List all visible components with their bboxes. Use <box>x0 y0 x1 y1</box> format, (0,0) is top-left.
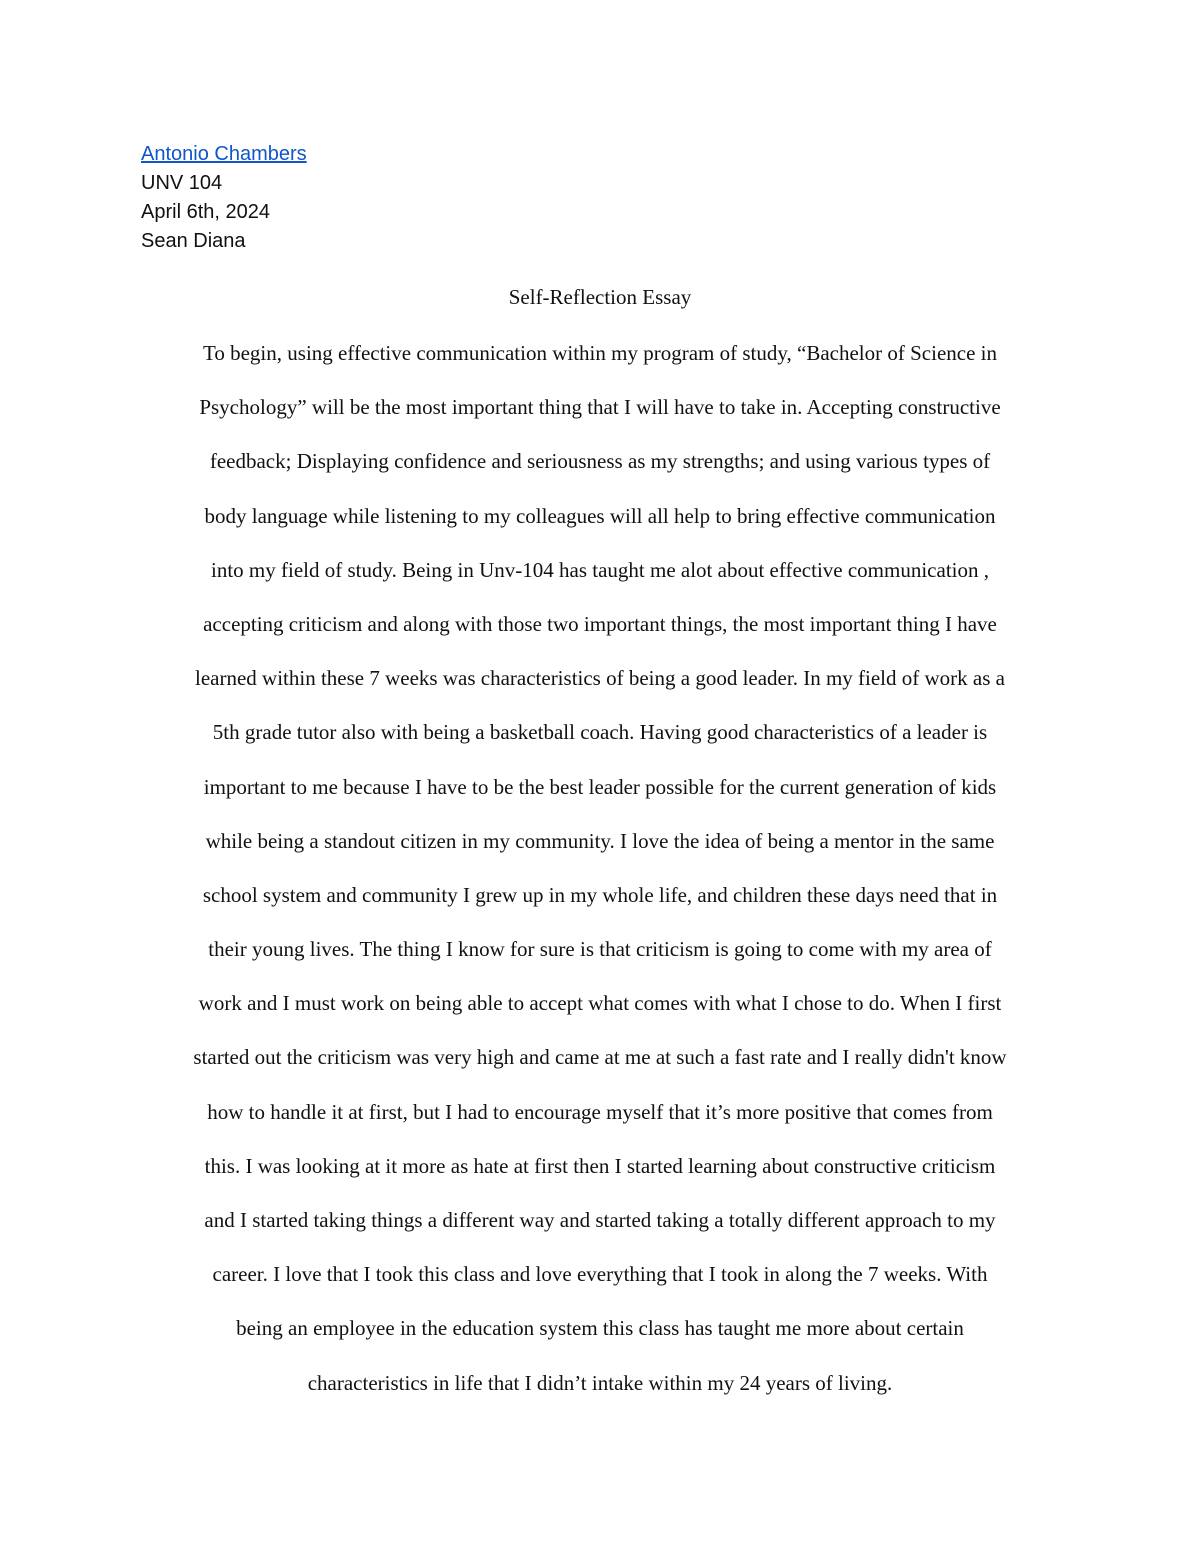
body-line: their young lives. The thing I know for sure is that criticism is going to come with my area of <box>208 937 992 962</box>
body-line: body language while listening to my colleagues will all help to bring effective communication <box>204 503 996 528</box>
body-line: started out the criticism was very high and came at me at such a fast rate and I really didn't know <box>193 1045 1007 1070</box>
instructor-name: Sean Diana <box>141 230 246 252</box>
body-line: this. I was looking at it more as hate at first then I started learning about constructive criticism <box>204 1153 996 1178</box>
body-line: accepting criticism and along with those two important things, the most important thing I have <box>203 611 997 636</box>
body-line: while being a standout citizen in my community. I love the idea of being a mentor in the same <box>205 828 995 853</box>
course-code: UNV 104 <box>141 172 223 194</box>
essay-header <box>141 140 307 256</box>
body-line: being an employee in the education system this class has taught me more about certain <box>236 1316 964 1341</box>
essay-body <box>130 338 1070 1422</box>
body-line: and I started taking things a different way and started taking a totally different approach to my <box>204 1208 996 1232</box>
essay-title: Self-Reflection Essay <box>508 285 692 309</box>
author-name-link[interactable]: Antonio Chambers <box>141 143 307 165</box>
body-line: characteristics in life that I didn’t intake within my 24 years of living. <box>307 1370 893 1395</box>
body-line: important to me because I have to be the best leader possible for the current generation of kids <box>203 774 997 799</box>
body-line: into my field of study. Being in Unv-104 has taught me alot about effective communication , <box>210 557 989 582</box>
body-line: how to handle it at first, but I had to encourage myself that it’s more positive that comes from <box>207 1099 993 1124</box>
body-line: feedback; Displaying confidence and seriousness as my strengths; and using various types of <box>209 449 991 474</box>
body-line: work and I must work on being able to accept what comes with what I chose to do. When I first <box>198 991 1002 1016</box>
body-line: learned within these 7 weeks was characteristics of being a good leader. In my field of work as a <box>195 666 1005 691</box>
body-line: career. I love that I took this class and love everything that I took in along the 7 weeks. With <box>212 1262 988 1287</box>
body-line: To begin, using effective communication within my program of study, “Bachelor of Science in <box>203 341 997 365</box>
body-line: 5th grade tutor also with being a basketball coach. Having good characteristics of a leader is <box>212 720 988 745</box>
body-line: Psychology” will be the most important thing that I will have to take in. Accepting constructive <box>199 395 1001 420</box>
body-line: school system and community I grew up in my whole life, and children these days need that in <box>202 882 998 907</box>
essay-date: April 6th, 2024 <box>141 201 270 223</box>
